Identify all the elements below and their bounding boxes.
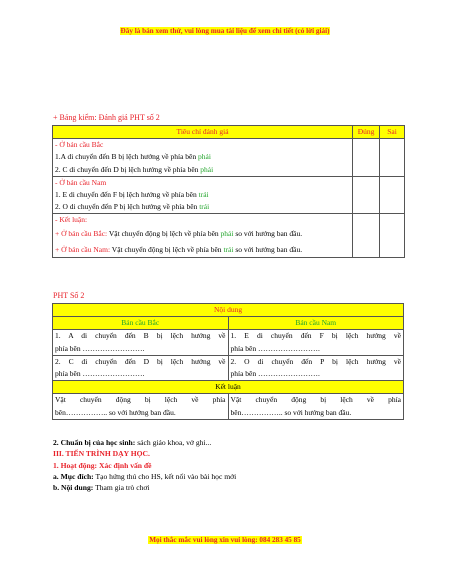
conclusion-south-prefix: + Ở bán cầu Nam:: [55, 244, 111, 254]
worksheet-hemisphere-row: [53, 317, 404, 330]
worksheet-row-2: [53, 355, 404, 380]
worksheet-n1-cell[interactable]: [53, 330, 229, 355]
contact-banner: [0, 536, 450, 544]
south-line-1-text: 1. E di chuyển đến F bị lệch hướng về phía bên: [55, 190, 197, 200]
north-line-2: [55, 164, 350, 176]
worksheet-s1-line-b: phía bên …………………….: [230, 343, 320, 353]
worksheet-cn-line-a: Vật chuyển động bị lệch về phía: [55, 395, 226, 405]
worksheet-s1-cell[interactable]: [228, 330, 404, 355]
conclusion-south-word: trái: [223, 244, 234, 254]
rubric-row-north: [53, 139, 405, 177]
rubric-col-yes: Đúng: [353, 126, 380, 139]
worksheet-content-header: Nội dung: [53, 304, 404, 317]
worksheet-n1-line-a: 1. A di chuyển đến B bị lệch hướng về: [55, 331, 226, 341]
north-line-1-text: 1.A di chuyển đến B bị lệch hướng về phía bên: [55, 152, 197, 162]
contact-banner-text: Mọi thắc mắc vui lòng xin vui lòng: 084 283 45 85: [149, 536, 301, 544]
worksheet-s2-line-b: phía bên …………………….: [230, 369, 320, 379]
south-no-cell[interactable]: [380, 176, 405, 214]
rubric-north-cell: [53, 139, 353, 177]
worksheet-cs-cell[interactable]: [228, 394, 404, 419]
worksheet-row-1: [53, 330, 404, 355]
rubric-south-cell: [53, 176, 353, 214]
conclusion-north: [55, 226, 350, 242]
section-3-text: III. TIẾN TRÌNH DẠY HỌC.: [53, 449, 150, 459]
conclusion-no-cell[interactable]: [380, 214, 405, 258]
conclusion-north-prefix: + Ở bán cầu Bắc:: [55, 229, 108, 239]
aim-label: a. Mục đích:: [53, 471, 94, 481]
north-line-2-text: 2. C di chuyển đến D bị lệch hướng về phía bên: [55, 164, 199, 174]
aim-line: [53, 471, 236, 482]
south-yes-cell[interactable]: [353, 176, 380, 214]
south-line-2-text: 2. O di chuyển đến P bị lệch hướng về phía bên: [55, 202, 198, 212]
south-word-2: trái: [199, 202, 210, 212]
north-line-1: [55, 151, 350, 163]
preview-banner: [0, 27, 450, 35]
south-word-1: trái: [198, 190, 209, 200]
rubric-row-conclusion: [53, 214, 405, 258]
rubric-table: [52, 125, 405, 258]
worksheet-s2-cell[interactable]: [228, 355, 404, 380]
worksheet-conclusion-header-row: [53, 381, 404, 394]
prep-label: 2. Chuẩn bị của học sinh:: [53, 438, 136, 447]
south-heading: - Ở bán cầu Nam: [55, 177, 107, 187]
content-line: [53, 482, 236, 493]
worksheet-n2-line-a: 2. C di chuyển đến D bị lệch hướng về: [55, 356, 226, 366]
worksheet-title: PHT Số 2: [53, 291, 85, 300]
conclusion-north-suffix: so với hướng ban đầu.: [235, 229, 303, 239]
content-text: Tham gia trò chơi: [93, 483, 150, 493]
north-yes-cell[interactable]: [353, 139, 380, 177]
worksheet-conclusion-header: Kết luận: [53, 381, 404, 394]
rubric-header-row: [53, 126, 405, 139]
worksheet-n1-line-b: phía bên …………………….: [55, 343, 145, 353]
conclusion-south: [55, 242, 350, 258]
section-3-heading: [53, 448, 236, 459]
north-no-cell[interactable]: [380, 139, 405, 177]
rubric-col-criteria: Tiêu chí đánh giá: [53, 126, 353, 139]
conclusion-north-word: phải: [220, 229, 234, 239]
rubric-conclusion-cell: [53, 214, 353, 258]
worksheet-n2-cell[interactable]: [53, 355, 229, 380]
prep-text: sách giáo khoa, vở ghi...: [135, 438, 212, 447]
aim-text: Tạo hứng thú cho HS, kết nối vào bài học mới: [93, 471, 237, 481]
rubric-title: + Bảng kiểm: Đánh giá PHT số 2: [53, 113, 160, 122]
conclusion-south-mid: Vật chuyển động bị lệch về phía bên: [111, 244, 222, 254]
activity-1-text: 1. Hoạt động: Xác định vấn đề: [53, 460, 152, 470]
activity-1-heading: [53, 460, 236, 471]
north-word-1: phải: [198, 152, 211, 162]
worksheet-s1-line-a: 1. E di chuyển đến F bị lệch hướng về: [230, 331, 401, 341]
prep-line: [53, 437, 236, 448]
conclusion-north-mid: Vật chuyển động bị lệch về phía bên: [108, 229, 219, 239]
conclusion-south-suffix: so với hướng ban đầu.: [235, 244, 303, 254]
preview-banner-text: Đây là bản xem thử, vui lòng mua tài liệu để xem chi tiết (có lời giải): [120, 27, 330, 35]
rubric-col-no: Sai: [380, 126, 405, 139]
rubric-row-south: [53, 176, 405, 214]
north-heading: - Ở bán cầu Bắc: [55, 140, 104, 150]
worksheet-cs-line-a: Vật chuyển động bị lệch về phía: [230, 395, 401, 405]
worksheet-south-header: Bán cầu Nam: [228, 317, 404, 330]
worksheet-north-header: Bán cầu Bắc: [53, 317, 229, 330]
south-line-2: [55, 201, 350, 213]
body-text: [53, 437, 236, 493]
worksheet-s2-line-a: 2. O di chuyển đến P bị lệch hướng về: [230, 356, 401, 366]
worksheet-n2-line-b: phía bên …………………….: [55, 369, 145, 379]
conclusion-heading: - Kết luận:: [55, 215, 88, 225]
worksheet-cn-cell[interactable]: [53, 394, 229, 419]
worksheet-content-row: [53, 304, 404, 317]
worksheet-cn-line-b: bên…………….. so với hướng ban đầu.: [55, 407, 176, 417]
conclusion-yes-cell[interactable]: [353, 214, 380, 258]
south-line-1: [55, 189, 350, 201]
north-word-2: phải: [200, 164, 214, 174]
worksheet-table: [52, 303, 404, 420]
content-label: b. Nội dung:: [53, 483, 94, 493]
worksheet-cs-line-b: bên…………….. so với hướng ban đầu.: [230, 407, 352, 417]
worksheet-conclusion-row: [53, 394, 404, 419]
